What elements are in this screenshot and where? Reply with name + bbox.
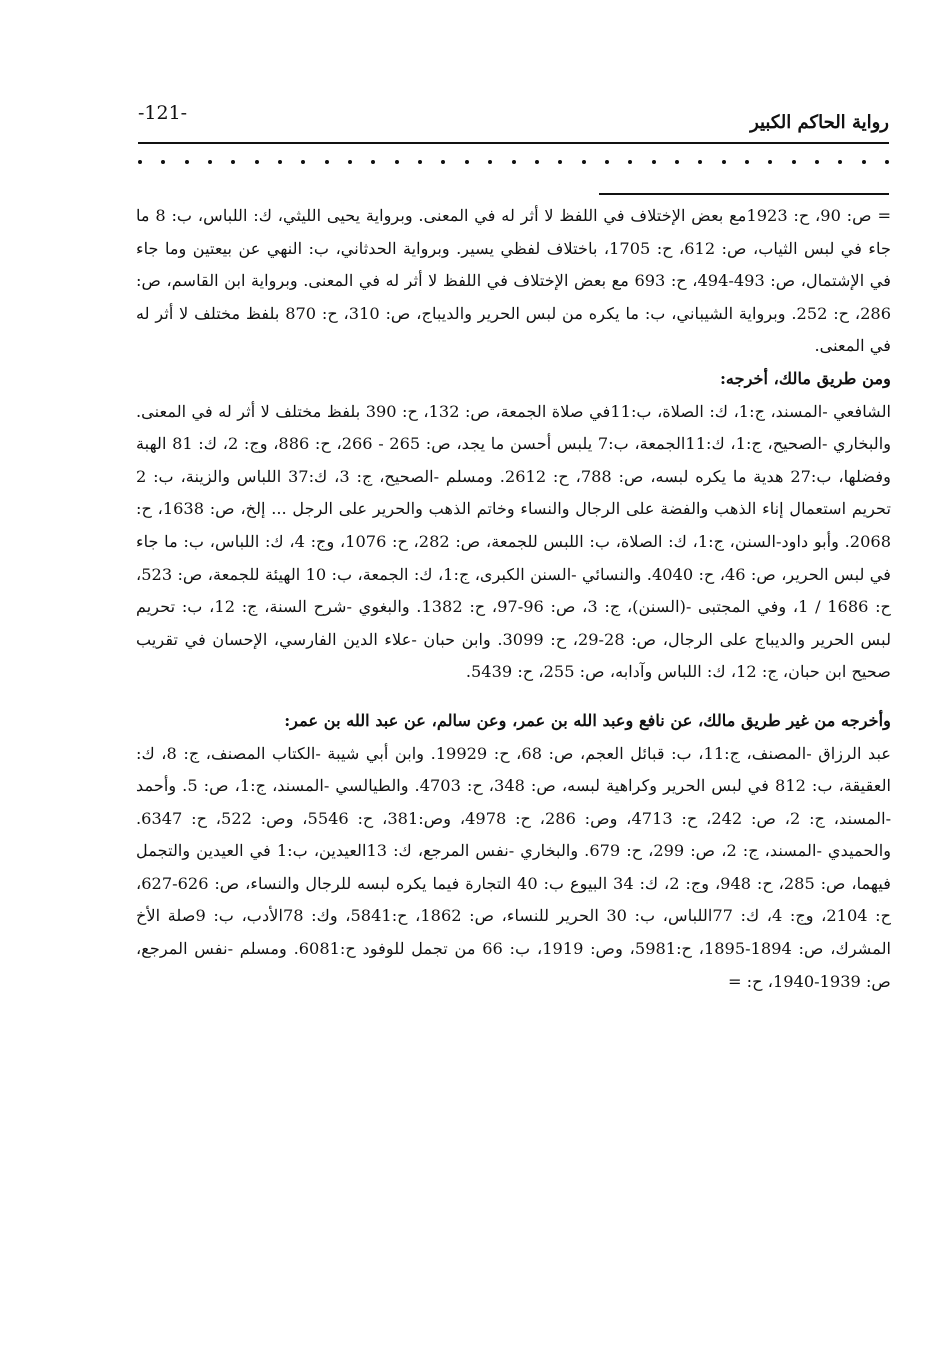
- footnote-paragraph: = ص: 90، ح: 1923مع بعض الإختلاف في اللفظ لا أثر له في المعنى. وبرواية يحيى الليثي، ك: اللباس، ب: 8 ما جاء في لبس الثياب، ص: 612، ح: 1705، باختلاف لفظي يسير. وبرواية الحدثاني، ب: النهي عن بيعتين وما جاء في الإشتمال، ص: 493-494، ح: 693 مع بعض الإختلاف في اللفظ لا أثر له في المعنى. وبرواية ابن القاسم، ص: 286، ح: 252. وبرواية الشيباني، ب: ما يكره من لبس الحرير والديباج، ص: 310، ح: 870 بلفظ مختلف لا أثر له في المعنى.: [136, 206, 892, 356]
- separator-dot: [418, 160, 422, 164]
- separator-dot: [231, 160, 235, 164]
- footnote-rule: [599, 193, 889, 195]
- separator-dot: [278, 160, 282, 164]
- separator-dot: [185, 160, 189, 164]
- separator-dot: [371, 160, 375, 164]
- separator-dot: [722, 160, 726, 164]
- paragraph-gap: [136, 689, 891, 705]
- separator-dot: [605, 160, 609, 164]
- page-header: [138, 100, 889, 136]
- running-title: رواية الحاكم الكبير: [750, 112, 889, 133]
- section-heading: وأخرجه من غير طريق مالك، عن نافع وعبد الله بن عمر، وعن سالم، عن عبد الله بن عمر:: [284, 710, 891, 730]
- separator-dot: [652, 160, 656, 164]
- separator-dot: [465, 160, 469, 164]
- separator-dot: [441, 160, 445, 164]
- separator-dot: [698, 160, 702, 164]
- separator-dot: [558, 160, 562, 164]
- separator-dot: [535, 160, 539, 164]
- separator-dot: [628, 160, 632, 164]
- separator-dot: [768, 160, 772, 164]
- separator-dot: [582, 160, 586, 164]
- separator-dot: [792, 160, 796, 164]
- separator-dot: [512, 160, 516, 164]
- separator-dot: [862, 160, 866, 164]
- separator-dot: [348, 160, 352, 164]
- separator-dot: [675, 160, 679, 164]
- separator-dot: [488, 160, 492, 164]
- footnote-paragraph: الشافعي -المسند، ج:1، ك: الصلاة، ب:11في صلاة الجمعة، ص: 132، ح: 390 بلفظ مختلف لا أثر له في المعنى. والبخاري -الصحيح، ج:1، ك:11الجمعة، ب:7 يلبس أحسن ما يجد، ص: 265 - 266، ح: 886، وج: 2، ك: 81 الهبة وفضلها، ب:27 هدية ما يكره لبسه، ص: 788، ح: 2612. ومسلم -الصحيح، ج: 3، ك:37 اللباس والزينة، ب: 2 تحريم استعمال إناء الذهب والفضة على الرجال والنساء وخاتم الذهب والحرير على الرجل ... إلخ، ص: 1638، ح: 2068. وأبو داود-السنن، ج:1، ك: الصلاة، ب: اللبس للجمعة، ص: 282، ح: 1076، وج: 4، ك: اللباس، ب: ما جاء في لبس الحرير، ص: 46، ح: 4040. والنسائي -السنن الكبرى، ج:1، ك: الجمعة، ب: 10 الهيئة للجمعة، ص: 523، ح: 1686 / 1، وفي المجتبى -(السنن)، ج: 3، ص: 96-97، ح: 1382. والبغوي -شرح السنة، ج: 12، ب: تحريم لبس الحرير والديباج على الرجال، ص: 28-29، ح: 3099. وابن حبان -علاء الدين الفارسي، الإحسان في تقريب صحيح ابن حبان، ج: 12، ك: اللباس وآدابه، ص: 255، ح: 5439.: [136, 401, 892, 682]
- dotted-separator: [138, 160, 889, 164]
- separator-dot: [138, 160, 142, 164]
- header-rule: [138, 142, 889, 144]
- section-heading: ومن طريق مالك، أخرجه:: [719, 368, 891, 388]
- footnote-body: [136, 200, 891, 998]
- separator-dot: [255, 160, 259, 164]
- separator-dot: [395, 160, 399, 164]
- separator-dot: [161, 160, 165, 164]
- footnote-paragraph: عبد الرزاق -المصنف، ج:11، ب: قبائل العجم، ص: 68، ح: 19929. وابن أبي شيبة -الكتاب المصنف، ج: 8، ك: العقيقة، ب: 812 في لبس الحرير وكراهية لبسه، ص: 348، ح: 4703. والطيالسي -المسند، ج:1، ص: 5. وأحمد -المسند، ج: 2، ص: 242، ح: 4713، وص: 286، ح: 4978، وص:381، ح: 5546، وص: 522، ح: 6347. والحميدي -المسند، ج: 2، ص: 299، ح: 679. والبخاري -نفس المرجع، ك: 13العيدين، ب:1 في العيدين والتجمل فيهما، ص: 285، ح: 948، وج: 2، ك: 34 البيوع ب: 40 التجارة فيما يكره لبسه للرجال والنساء، ص: 626-627، ح: 2104، وج: 4، ك: 77اللباس، ب: 30 الحرير للنساء، ص: 1862، ح:5841، وك: 78الأدب، ب: 9صلة الأخ المشرك، ص: 1894-1895، ح:5981، وص: 1919، ب: 66 من تجمل للوفود ح:6081. ومسلم -نفس المرجع، ص: 1939-1940، ح: =: [136, 743, 892, 991]
- separator-dot: [815, 160, 819, 164]
- separator-dot: [208, 160, 212, 164]
- separator-dot: [838, 160, 842, 164]
- separator-dot: [325, 160, 329, 164]
- separator-dot: [301, 160, 305, 164]
- page-number: -121-: [138, 102, 188, 124]
- separator-dot: [745, 160, 749, 164]
- separator-dot: [885, 160, 889, 164]
